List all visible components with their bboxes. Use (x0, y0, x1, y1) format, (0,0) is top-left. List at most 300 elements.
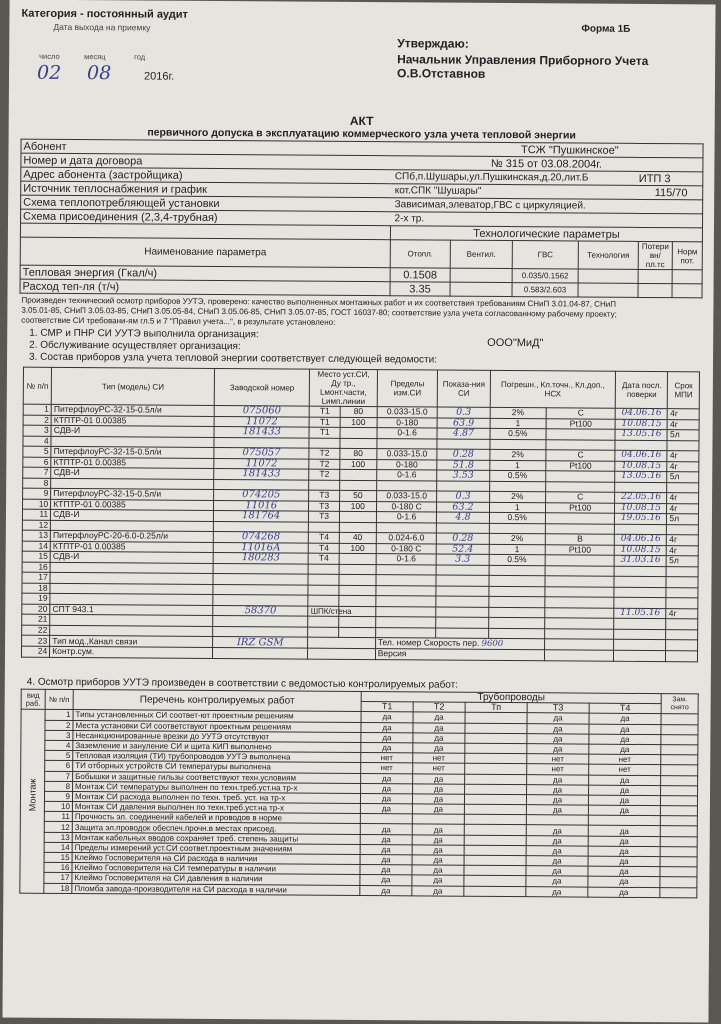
tech-params-header: Технологические параметры (390, 226, 702, 242)
col-term: Срок МПИ (668, 372, 700, 409)
col-serial: Заводской номер (214, 368, 310, 406)
control-remark (660, 795, 697, 805)
device-term: 4г (667, 545, 699, 556)
device-limits (376, 596, 437, 607)
device-type: КТПТР-01 0.00385 (51, 415, 214, 427)
device-date: 04.06.16 (615, 450, 667, 461)
device-date: 04.06.16 (615, 534, 667, 545)
subscriber-row: Абонент ТСЖ "Пушкинское" (21, 139, 703, 158)
device-date (615, 482, 667, 493)
device-limits: 0.024-6.0 (376, 533, 437, 544)
device-limits: 0-180 С (376, 501, 437, 512)
device-du: 100 (339, 501, 376, 512)
control-t1: да (360, 865, 412, 876)
device-term (667, 524, 699, 535)
device-error (488, 628, 544, 639)
control-t4: да (589, 724, 661, 735)
control-text: Пломба завода-производителя на СИ расхода в наличии (72, 883, 360, 895)
device-error (489, 439, 545, 450)
device-error (489, 575, 545, 586)
device-error (488, 596, 544, 607)
device-date: 13.05.16 (615, 471, 667, 482)
control-text: Прочность эл. соединений кабелей и проводов в норме (72, 812, 360, 824)
device-du (340, 438, 377, 449)
pipe-tp: Тп (465, 702, 527, 713)
row-24-num: 24 (21, 646, 49, 657)
device-term (667, 566, 699, 577)
control-remark (660, 816, 697, 826)
device-serial (213, 521, 309, 532)
device-reading (436, 586, 488, 597)
control-tp (464, 886, 526, 897)
graph-value: 115/70 (654, 186, 688, 199)
device-serial (213, 584, 309, 595)
pipe-t2: Т2 (413, 702, 465, 713)
control-t3: нет (527, 764, 589, 775)
device-class (545, 513, 615, 524)
control-t2: да (413, 733, 465, 744)
device-error: 2% (489, 533, 545, 544)
device-type: КТПТР-01 0.00385 (51, 457, 214, 469)
source-row: Источник теплоснабжения и график кот.СПК "Шушары" 115/70 (21, 181, 703, 200)
device-term (666, 577, 698, 588)
row-23-value: IRZ GSM (212, 636, 308, 648)
control-t1: да (361, 712, 413, 723)
month-value: 08 (86, 62, 112, 85)
control-text: Защита эл.проводок обеспеч.прочн.в местах присоед. (72, 822, 360, 834)
device-class (545, 586, 615, 597)
control-t4: да (589, 775, 661, 786)
remark-header: Зам. снято (661, 694, 698, 715)
row-24-version: Версия (375, 649, 544, 661)
control-tp (465, 764, 527, 775)
device-num: 12 (22, 520, 50, 531)
device-place (309, 438, 339, 449)
device-du (340, 427, 377, 438)
device-term: 4г (667, 503, 699, 514)
pipe-t3: Т3 (527, 703, 589, 714)
control-t1: нет (361, 753, 413, 764)
device-class (545, 597, 615, 608)
device-limits (376, 564, 437, 575)
device-limits (376, 585, 437, 596)
pipes-header: Трубопроводы (361, 692, 661, 704)
control-t3: да (527, 784, 589, 795)
device-limits: 0.033-15.0 (377, 449, 438, 460)
approver-name: О.В.Отставнов (397, 66, 486, 81)
device-du (339, 574, 376, 585)
device-type: СПТ 943.1 (50, 604, 213, 616)
device-num: 9 (23, 488, 51, 499)
col-gvs: ГВС (512, 241, 578, 269)
device-reading (437, 565, 489, 576)
row-24-label: Контр.сум. (50, 646, 213, 658)
device-error (489, 481, 545, 492)
device-term: 4г (668, 419, 700, 430)
flow-label: Расход теп-ля (т/ч) (20, 279, 390, 296)
control-remark (661, 765, 698, 775)
control-remark (660, 806, 697, 816)
device-term: 5л (667, 472, 699, 483)
device-num: 18 (22, 583, 50, 594)
pipe-t4: Т4 (589, 703, 661, 714)
device-date: 10.08.15 (615, 419, 667, 430)
device-serial: 181433 (214, 426, 310, 437)
act-subtitle: первичного допуска в эксплуатацию коммерческого узла учета тепловой энергии (147, 126, 576, 142)
control-text: Монтаж СИ температуры выполнен по техн.треб.уст.на тр-х (73, 781, 361, 793)
device-serial: 074205 (214, 489, 310, 500)
row-23-num: 23 (22, 635, 50, 646)
device-du (339, 553, 376, 564)
col-limits: Пределы изм.СИ (377, 370, 438, 407)
device-date (615, 524, 667, 535)
device-num: 22 (22, 625, 50, 636)
control-tp (464, 865, 526, 876)
device-date (614, 629, 666, 640)
device-serial: 075060 (214, 405, 310, 416)
col-date: Дата посл. поверки (616, 371, 668, 408)
device-class (546, 429, 616, 440)
device-place (308, 595, 338, 606)
num-header: № п/п (45, 689, 73, 710)
device-place: Т3 (309, 511, 339, 522)
control-text: ТИ отборных устройств СИ температуры выполнена (73, 761, 361, 773)
device-limits: 0.033-15.0 (377, 407, 438, 418)
control-text: Бобышки и защитные гильзы соответствуют техн.условиям (73, 771, 361, 783)
device-place (308, 627, 338, 638)
item-4: 4. Осмотр приборов УУТЭ произведен в соответствии с ведомостью контролируемых работ: (26, 676, 459, 691)
devices-table (21, 367, 700, 662)
control-tp (465, 713, 527, 724)
flow-heating: 3.35 (390, 282, 450, 296)
date-exit-label: Дата выхода на приемку (53, 21, 151, 33)
device-class: Pt100 (546, 460, 616, 471)
device-reading (436, 607, 488, 618)
control-text: Несанкционированные врезки до УУТЭ отсутствуют (73, 730, 361, 742)
device-place: Т2 (309, 459, 339, 470)
device-num: 21 (22, 614, 50, 625)
intro-line-1: Произведен технический осмотр приборов УУТЭ, проверено: качество выполненных монтажных работ и их соответствия требованиям СНиП 3.01.04-87, СНиП (21, 295, 617, 309)
control-tp (464, 845, 526, 856)
control-num: 8 (45, 781, 73, 791)
control-num: 5 (45, 750, 73, 760)
flow-gvs: 0.583/2.603 (512, 283, 578, 297)
device-serial (213, 626, 309, 637)
device-limits: 0-180 (377, 417, 438, 428)
device-num: 7 (23, 467, 51, 478)
row-23-tel: Тел. номер Скорость пер. 9600 (375, 638, 544, 650)
form-number: Форма 1Б (581, 23, 631, 35)
control-text: Клеймо Госповерителя на СИ температуры в наличии (72, 863, 360, 875)
control-tp (465, 743, 527, 754)
control-remark (661, 734, 698, 744)
control-remark (661, 724, 698, 734)
device-date: 31.03.16 (615, 555, 667, 566)
col-type: Тип (модель) СИ (51, 367, 214, 405)
control-text: Заземление и зануление СИ и щита КИП выполнено (73, 740, 361, 752)
control-t4: нет (589, 764, 661, 775)
device-du: 80 (340, 406, 377, 417)
device-place: Т2 (309, 469, 339, 480)
device-limits: 0-180 С (376, 543, 437, 554)
device-date (614, 587, 666, 598)
control-t1: да (361, 732, 413, 743)
device-error: 1 (489, 460, 545, 471)
device-place (308, 574, 338, 585)
device-class: Pt100 (545, 502, 615, 513)
control-remark (661, 714, 698, 724)
control-t4 (588, 815, 660, 826)
device-place: Т1 (310, 417, 340, 428)
device-serial (213, 573, 309, 584)
control-t1: да (360, 844, 412, 855)
device-error (489, 523, 545, 534)
device-term (667, 482, 699, 493)
list-header: Перечень контролируемых работ (73, 690, 361, 712)
device-num: 6 (23, 457, 51, 468)
device-serial (214, 479, 310, 490)
contract-row: Номер и дата договора № 315 от 03.08.2004г. (21, 153, 703, 172)
device-class (545, 523, 615, 534)
device-type: ПитерфлоуРС-32-15-0.5л/и (51, 446, 214, 458)
control-remark (660, 826, 697, 836)
device-class (545, 607, 615, 618)
row-23-label: Тип мод.,Канал связи (50, 635, 213, 647)
control-text: Клеймо Госповерителя на СИ расхода в наличии (72, 853, 360, 865)
device-error: 2% (489, 491, 545, 502)
device-du: 40 (339, 532, 376, 543)
device-type: СДВ-И (50, 551, 213, 563)
device-du (339, 595, 376, 606)
device-error (489, 565, 545, 576)
heat-gvs: 0.035/0.1562 (512, 269, 578, 283)
device-term: 4г (666, 608, 698, 619)
control-t2: да (412, 855, 464, 866)
device-type: КТПТР-01 0.00385 (50, 541, 213, 553)
device-place (308, 585, 338, 596)
device-du (339, 616, 376, 627)
device-type: ПитерфлоуРС-20-6.0-0.25л/и (50, 530, 213, 542)
approver-title: Начальник Управления Приборного Учета (397, 52, 649, 69)
device-date (615, 440, 667, 451)
subscriber-value: ТСЖ "Пушкинское" (520, 143, 619, 157)
control-num: 7 (45, 771, 73, 781)
device-du (339, 522, 376, 533)
device-limits: 0-1.6 (376, 470, 437, 481)
kind-header: вид раб. (21, 689, 45, 710)
control-t2: да (413, 712, 465, 723)
control-tp (465, 784, 527, 795)
control-t4: да (588, 836, 660, 847)
control-t2: нет (413, 753, 465, 764)
device-reading: 4.87 (437, 428, 489, 439)
device-reading: 3.53 (437, 470, 489, 481)
intro-line-3: соответствие СИ требовани-ям гл.5 и 7 "Правил учета...", в результате установлено: (21, 315, 336, 327)
control-num: 10 (44, 801, 72, 811)
device-error: 2% (489, 449, 545, 460)
control-t1: да (361, 773, 413, 784)
device-place: Т1 (310, 406, 340, 417)
control-t1: да (361, 742, 413, 753)
control-t2: да (413, 784, 465, 795)
device-class (545, 628, 615, 639)
control-tp (465, 733, 527, 744)
control-t2: да (412, 845, 464, 856)
device-date: 19.05.16 (615, 513, 667, 524)
control-t1: да (360, 793, 412, 804)
control-t3: да (526, 856, 588, 867)
device-num: 8 (23, 478, 51, 489)
device-limits (377, 438, 438, 449)
control-text: Монтаж СИ расхода выполнен по техн. треб. уст. на тр-х (72, 791, 360, 803)
device-serial: 181433 (214, 468, 310, 479)
device-du (339, 585, 376, 596)
device-du (340, 469, 377, 480)
control-t2: да (412, 885, 464, 896)
control-num: 13 (44, 832, 72, 842)
device-date (614, 618, 666, 629)
control-tp (465, 753, 527, 764)
control-t4: да (588, 795, 660, 806)
contract-value: № 315 от 03.08.2004г. (490, 157, 602, 171)
control-t4: да (589, 734, 661, 745)
device-num: 14 (22, 541, 50, 552)
device-type: ПитерфлоуРС-32-15-0.5л/и (51, 488, 214, 500)
control-remark (660, 867, 697, 877)
device-place: Т3 (309, 490, 339, 501)
device-term: 4г (667, 535, 699, 546)
device-limits: 0-180 (376, 459, 437, 470)
day-value: 02 (36, 61, 62, 84)
device-reading: 63.9 (438, 418, 490, 429)
control-tp (464, 814, 526, 825)
device-serial: 11016А (213, 542, 309, 553)
device-date: 11.05.16 (614, 608, 666, 619)
device-limits: 0.033-15.0 (376, 491, 437, 502)
connection-value: 2-х тр. (394, 212, 425, 224)
control-num: 17 (44, 873, 72, 883)
control-tp (464, 855, 526, 866)
control-t3: да (526, 866, 588, 877)
device-reading: 3.3 (437, 554, 489, 565)
control-num: 11 (44, 812, 72, 822)
device-date: 10.08.15 (615, 545, 667, 556)
control-text: Тепловая изоляция (ТИ) трубопроводов УУТЭ выполнена (73, 751, 361, 763)
control-t1: да (360, 824, 412, 835)
device-term: 5л (667, 556, 699, 567)
device-place: Т4 (309, 543, 339, 554)
device-num: 15 (22, 551, 50, 562)
device-num: 17 (22, 572, 50, 583)
control-t3: нет (527, 754, 589, 765)
device-du: 80 (340, 448, 377, 459)
device-term (666, 587, 698, 598)
device-error: 0.5% (489, 470, 545, 481)
control-remark (661, 755, 698, 765)
device-reading: 0.28 (437, 449, 489, 460)
control-t1: да (361, 783, 413, 794)
device-serial (214, 437, 310, 448)
device-place (308, 564, 338, 575)
control-remark (660, 887, 697, 897)
control-remark (661, 785, 698, 795)
device-class (545, 576, 615, 587)
control-t3: да (526, 825, 588, 836)
side-label (20, 710, 45, 894)
device-term: 4г (668, 409, 700, 420)
control-t2: да (413, 722, 465, 733)
col-vent: Вентил. (450, 240, 512, 268)
control-tp (464, 835, 526, 846)
side-label-text: Монтаж (27, 778, 38, 812)
control-t4: да (588, 826, 660, 837)
control-tp (465, 774, 527, 785)
device-serial: 075057 (214, 447, 310, 458)
control-table (19, 689, 698, 898)
control-t4: да (588, 805, 660, 816)
control-t2: да (413, 743, 465, 754)
day-label: число (39, 51, 60, 61)
control-t4: да (589, 785, 661, 796)
control-t4: да (588, 846, 660, 857)
control-t2: да (412, 794, 464, 805)
device-num: 19 (22, 593, 50, 604)
device-error (488, 617, 544, 628)
device-date: 10.08.15 (615, 461, 667, 472)
item-3: 3. Состав приборов узла учета тепловой энергии соответствует следующей ведомости: (29, 351, 438, 366)
control-remark (660, 857, 697, 867)
control-t3: да (526, 835, 588, 846)
control-t1 (360, 814, 412, 825)
category: Категория - постоянный аудит (21, 7, 188, 21)
device-limits (376, 575, 437, 586)
col-place: Место уст.СИ, Ду тр., Lмонт.части, Lимп.линии (310, 369, 378, 406)
control-tp (464, 825, 526, 836)
control-remark (661, 745, 698, 755)
device-serial: 180283 (213, 552, 309, 563)
device-date (614, 597, 666, 608)
device-type: КТПТР-01 0.00385 (51, 499, 214, 511)
device-serial: 58370 (213, 605, 309, 616)
device-date: 22.05.16 (615, 492, 667, 503)
device-du: 100 (339, 543, 376, 554)
control-t1: да (361, 722, 413, 733)
control-text: Места установки СИ соответствуют проектным решениям (73, 720, 361, 732)
device-num: 2 (23, 415, 51, 426)
control-t1: нет (361, 763, 413, 774)
device-place (309, 480, 339, 491)
control-t2: да (412, 804, 464, 815)
device-type: ПитерфлоуРС-32-15-0.5л/и (51, 404, 214, 416)
control-t1: да (360, 834, 412, 845)
control-t2 (412, 814, 464, 825)
device-reading: 63.2 (437, 502, 489, 513)
device-type: СДВ-И (51, 425, 214, 437)
device-term: 4г (667, 493, 699, 504)
device-serial: 181764 (213, 510, 309, 521)
control-t2: да (412, 865, 464, 876)
device-place: Т3 (309, 501, 339, 512)
device-error: 2% (490, 407, 546, 418)
device-num: 13 (22, 530, 50, 541)
control-tp (464, 876, 526, 887)
device-du (338, 627, 375, 638)
control-t1: да (360, 885, 412, 896)
device-error: 1 (490, 418, 546, 429)
device-num: 3 (23, 425, 51, 436)
control-num: 3 (45, 730, 73, 740)
control-num: 9 (44, 791, 72, 801)
